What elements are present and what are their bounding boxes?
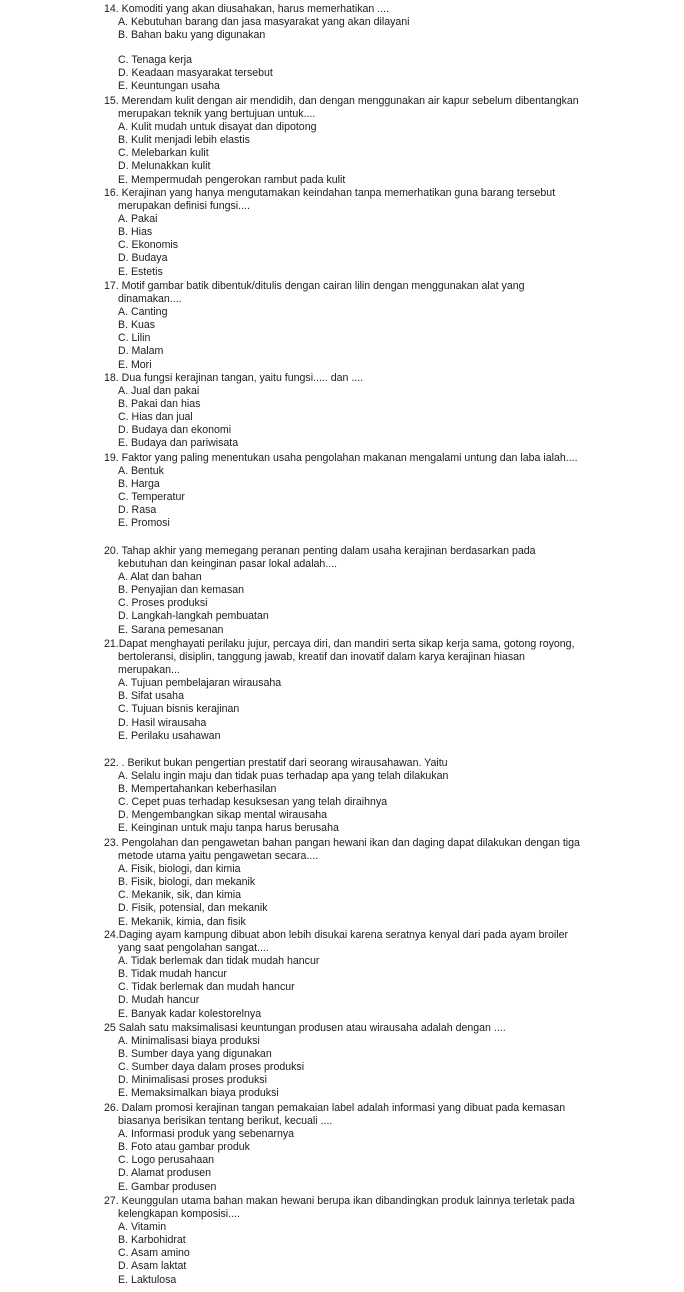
- option-15-d: D. Melunakkan kulit: [118, 160, 211, 173]
- option-21-a: A. Tujuan pembelajaran wirausaha: [118, 677, 282, 690]
- option-18-d: D. Budaya dan ekonomi: [118, 424, 232, 437]
- option-17-e: E. Mori: [118, 358, 152, 371]
- option-27-c: C. Asam amino: [118, 1247, 190, 1260]
- option-24-d: D. Mudah hancur: [118, 994, 200, 1007]
- question-20-options: [104, 571, 580, 636]
- option-23-e: E. Mekanik, kimia, dan fisik: [118, 915, 246, 928]
- question-23-options: [104, 863, 580, 928]
- question-22-text: 22. . Berikut bukan pengertian prestatif dari seorang wirausahawan. Yaitu: [104, 757, 448, 769]
- option-20-c: C. Proses produksi: [118, 597, 208, 610]
- option-22-e: E. Keinginan untuk maju tanpa harus berusaha: [118, 822, 339, 835]
- question-27-options: [104, 1221, 580, 1286]
- question-16-options: [104, 213, 580, 278]
- option-14-a: A. Kebutuhan barang dan jasa masyarakat yang akan dilayani: [118, 16, 410, 29]
- option-16-c: C. Ekonomis: [118, 239, 179, 252]
- question-15-text: 15. Merendam kulit dengan air mendidih, dan dengan menggunakan air kapur sebelum dibentangkan merupakan teknik yang bertujuan untuk....: [104, 95, 579, 121]
- option-26-b: B. Foto atau gambar produk: [118, 1141, 250, 1154]
- question-25: [104, 1022, 580, 1101]
- question-23-text: 23. Pengolahan dan pengawetan bahan pangan hewani ikan dan daging dapat dilakukan dengan tiga metode utama yaitu pengawetan secara....: [104, 837, 580, 863]
- option-25-c: C. Sumber daya dalam proses produksi: [118, 1061, 305, 1074]
- question-17: [104, 280, 580, 372]
- option-16-b: B. Hias: [118, 226, 153, 239]
- option-18-b: B. Pakai dan hias: [118, 398, 201, 411]
- option-15-e: E. Mempermudah pengerokan rambut pada kulit: [118, 173, 346, 186]
- option-26-c: C. Logo perusahaan: [118, 1154, 215, 1167]
- question-18-options: [104, 385, 580, 450]
- question-20-text: 20. Tahap akhir yang memegang peranan penting dalam usaha kerajinan berdasarkan pada kebutuhan dan keinginan pasar lokal adalah....: [104, 545, 536, 571]
- option-24-e: E. Banyak kadar kolestorelnya: [118, 1007, 262, 1020]
- question-24-text: 24.Daging ayam kampung dibuat abon lebih disukai karena seratnya kenyal dari pada ayam broiler yang saat pengolahan sangat....: [104, 929, 569, 955]
- question-22: [104, 757, 580, 836]
- option-17-b: B. Kuas: [118, 319, 156, 332]
- question-25-options: [104, 1035, 580, 1100]
- option-24-b: B. Tidak mudah hancur: [118, 968, 227, 981]
- option-25-e: E. Memaksimalkan biaya produksi: [118, 1087, 279, 1100]
- option-26-e: E. Gambar produsen: [118, 1180, 217, 1193]
- question-14-options: [104, 16, 580, 93]
- option-19-b: B. Harga: [118, 478, 160, 491]
- question-16: [104, 187, 580, 279]
- option-14-d: D. Keadaan masyarakat tersebut: [118, 67, 273, 80]
- question-21-options: [104, 677, 580, 742]
- option-14-e: E. Keuntungan usaha: [118, 80, 220, 93]
- question-26: [104, 1102, 580, 1194]
- option-20-e: E. Sarana pemesanan: [118, 623, 224, 636]
- question-26-options: [104, 1128, 580, 1193]
- option-14-c: C. Tenaga kerja: [118, 54, 193, 67]
- option-26-a: A. Informasi produk yang sebenarnya: [118, 1128, 295, 1141]
- option-25-b: B. Sumber daya yang digunakan: [118, 1048, 272, 1061]
- option-15-c: C. Melebarkan kulit: [118, 147, 209, 160]
- option-21-e: E. Perilaku usahawan: [118, 729, 221, 742]
- option-26-d: D. Alamat produsen: [118, 1167, 212, 1180]
- option-21-b: B. Sifat usaha: [118, 690, 184, 703]
- option-15-b: B. Kulit menjadi lebih elastis: [118, 134, 250, 147]
- question-22-options: [104, 770, 580, 835]
- option-15-a: A. Kulit mudah untuk disayat dan dipotong: [118, 121, 317, 134]
- option-24-c: C. Tidak berlemak dan mudah hancur: [118, 981, 295, 994]
- question-18: [104, 372, 580, 451]
- option-16-a: A. Pakai: [118, 213, 158, 226]
- option-17-d: D. Malam: [118, 345, 164, 358]
- question-16-text: 16. Kerajinan yang hanya mengutamakan keindahan tanpa memerhatikan guna barang tersebut merupakan definisi fungsi....: [104, 187, 556, 213]
- option-27-a: A. Vitamin: [118, 1221, 167, 1234]
- option-23-b: B. Fisik, biologi, dan mekanik: [118, 876, 256, 889]
- option-18-e: E. Budaya dan pariwisata: [118, 437, 239, 450]
- option-21-c: C. Tujuan bisnis kerajinan: [118, 703, 240, 716]
- option-20-d: D. Langkah-langkah pembuatan: [118, 610, 269, 623]
- option-16-d: D. Budaya: [118, 252, 168, 265]
- question-19-text: 19. Faktor yang paling menentukan usaha pengolahan makanan mengalami untung dan laba ialah....: [104, 452, 578, 464]
- option-23-c: C. Mekanik, sik, dan kimia: [118, 889, 242, 902]
- question-21: [104, 638, 580, 743]
- option-20-b: B. Penyajian dan kemasan: [118, 584, 245, 597]
- option-17-a: A. Canting: [118, 306, 168, 319]
- question-17-options: [104, 306, 580, 371]
- question-23: [104, 837, 580, 929]
- option-18-a: A. Jual dan pakai: [118, 385, 200, 398]
- option-22-a: A. Selalu ingin maju dan tidak puas terhadap apa yang telah dilakukan: [118, 770, 449, 783]
- option-25-d: D. Minimalisasi proses produksi: [118, 1074, 267, 1087]
- question-14: [104, 3, 580, 94]
- option-19-d: D. Rasa: [118, 504, 157, 517]
- question-15-options: [104, 121, 580, 186]
- question-17-text: 17. Motif gambar batik dibentuk/ditulis dengan cairan lilin dengan menggunakan alat yang dinamakan....: [104, 280, 525, 306]
- option-18-c: C. Hias dan jual: [118, 411, 193, 424]
- option-23-a: A. Fisik, biologi, dan kimia: [118, 863, 241, 876]
- option-19-c: C. Temperatur: [118, 491, 185, 504]
- question-19-options: [104, 465, 580, 530]
- option-16-e: E. Estetis: [118, 265, 163, 278]
- option-22-d: D. Mengembangkan sikap mental wirausaha: [118, 809, 328, 822]
- question-27-text: 27. Keunggulan utama bahan makan hewani berupa ikan dibandingkan produk lainnya terletak pada kelengkapan komposisi....: [104, 1195, 575, 1221]
- question-24: [104, 929, 580, 1021]
- option-17-c: C. Lilin: [118, 332, 151, 345]
- question-19: [104, 452, 580, 531]
- option-27-e: E. Laktulosa: [118, 1273, 177, 1286]
- option-23-d: D. Fisik, potensial, dan mekanik: [118, 902, 268, 915]
- question-25-text: 25 Salah satu maksimalisasi keuntungan produsen atau wirausaha adalah dengan ....: [104, 1022, 506, 1034]
- option-27-d: D. Asam laktat: [118, 1260, 187, 1273]
- question-24-options: [104, 955, 580, 1020]
- option-14-b: B. Bahan baku yang digunakan: [118, 29, 266, 42]
- question-14-text: 14. Komoditi yang akan diusahakan, harus memerhatikan ....: [104, 3, 390, 15]
- question-15: [104, 95, 580, 187]
- option-25-a: A. Minimalisasi biaya produksi: [118, 1035, 260, 1048]
- option-19-a: A. Bentuk: [118, 465, 164, 478]
- question-18-text: 18. Dua fungsi kerajinan tangan, yaitu fungsi..... dan ....: [104, 372, 364, 384]
- option-24-a: A. Tidak berlemak dan tidak mudah hancur: [118, 955, 320, 968]
- question-26-text: 26. Dalam promosi kerajinan tangan pemakaian label adalah informasi yang dibuat pada kemasan biasanya berisikan tentang berikut, kecuali ....: [104, 1102, 566, 1128]
- option-20-a: A. Alat dan bahan: [118, 571, 202, 584]
- option-19-e: E. Promosi: [118, 517, 170, 530]
- question-21-text: 21.Dapat menghayati perilaku jujur, percaya diri, dan mandiri serta sikap kerja sama, gotong royong, bertoleransi, disiplin, tanggung jawab, kreatif dan inovatif dalam karya kerajinan hiasan merupakan...: [104, 638, 575, 677]
- question-27: [104, 1195, 580, 1287]
- question-20: [104, 545, 580, 637]
- option-27-b: B. Karbohidrat: [118, 1234, 186, 1247]
- option-21-d: D. Hasil wirausaha: [118, 716, 207, 729]
- option-22-c: C. Cepet puas terhadap kesuksesan yang telah diraihnya: [118, 796, 388, 809]
- option-22-b: B. Mempertahankan keberhasilan: [118, 783, 277, 796]
